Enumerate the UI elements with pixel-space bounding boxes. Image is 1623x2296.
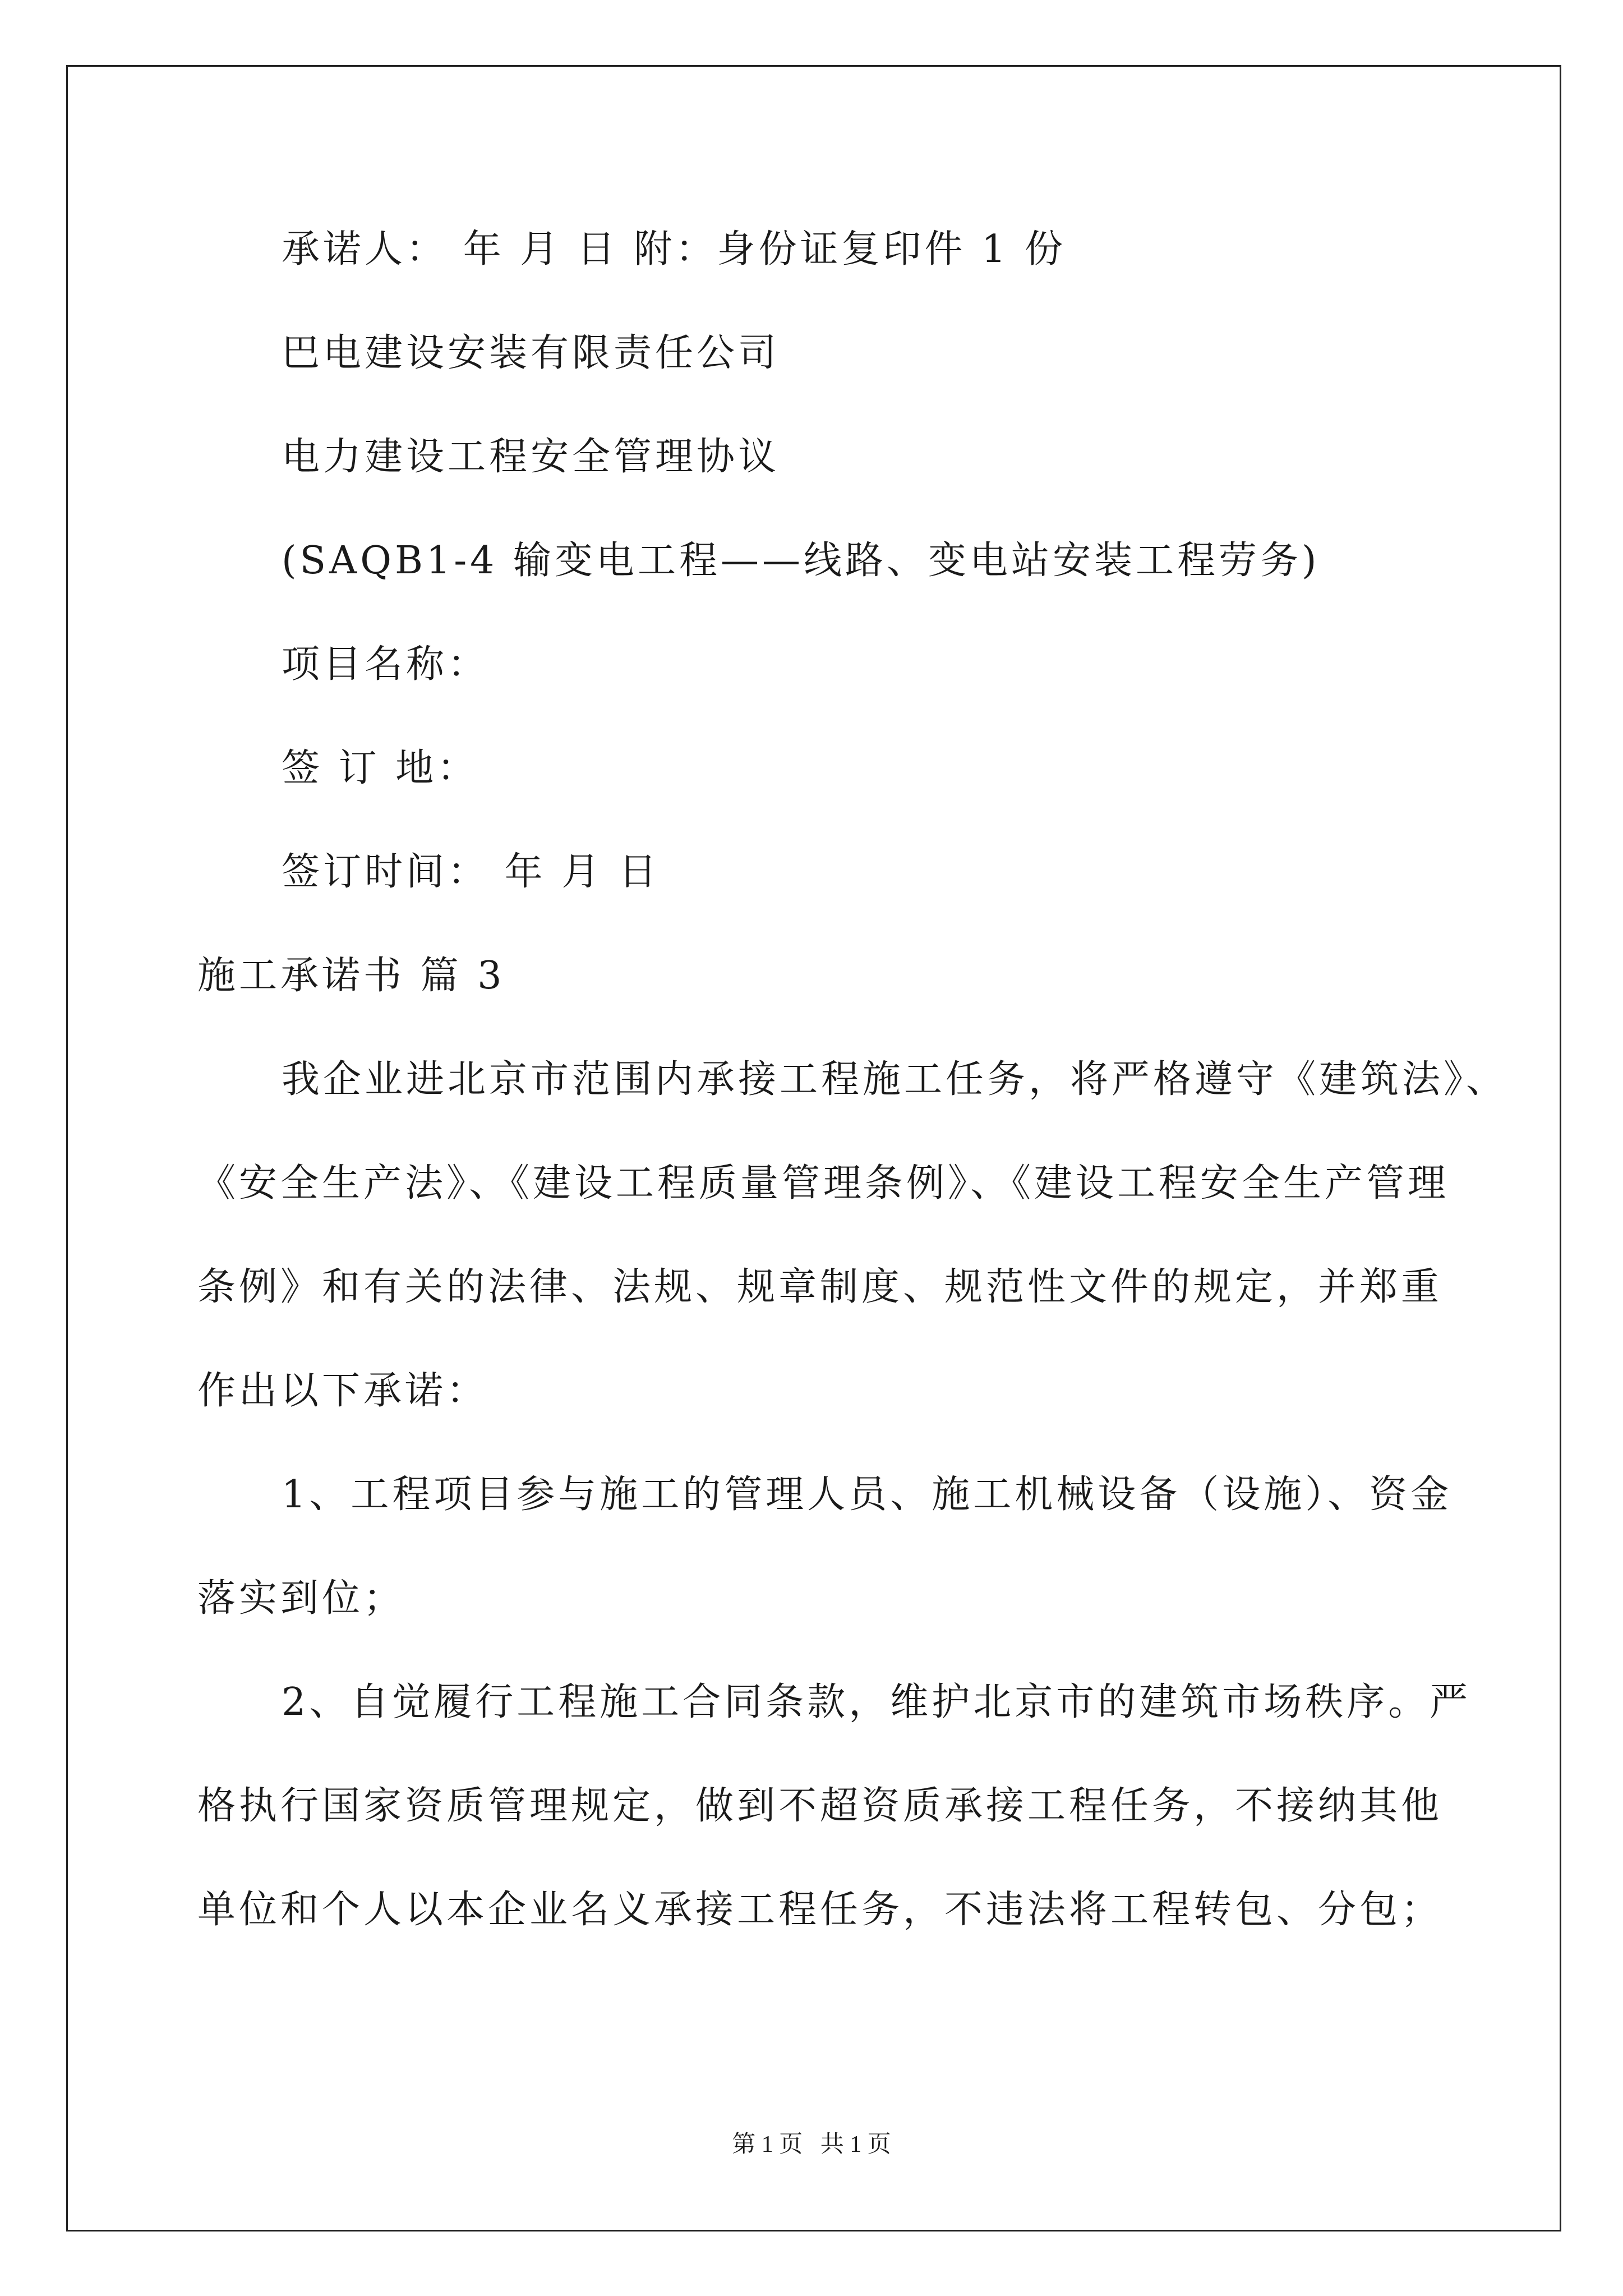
commitment-item-2-cont: 单位和个人以本企业名义承接工程任务，不违法将工程转包、分包； bbox=[197, 1888, 1443, 1932]
paragraph-line: 条例》和有关的法律、法规、规章制度、规范性文件的规定，并郑重 bbox=[197, 1265, 1443, 1309]
signing-date-field: 签订时间： 年 月 日 bbox=[282, 850, 660, 894]
commitment-item-2: 2、自觉履行工程施工合同条款，维护北京市的建筑市场秩序。严 bbox=[282, 1680, 1472, 1724]
project-name-field: 项目名称： bbox=[282, 642, 490, 687]
commitment-item-1: 1、工程项目参与施工的管理人员、施工机械设备（设施）、资金 bbox=[282, 1473, 1453, 1517]
commitment-item-1-cont: 落实到位； bbox=[197, 1576, 405, 1621]
agreement-subtitle: (SAQB1-4 输变电工程——线路、变电站安装工程劳务) bbox=[282, 539, 1320, 583]
commitment-item-2-cont: 格执行国家资质管理规定，做到不超资质承接工程任务，不接纳其他 bbox=[197, 1784, 1443, 1828]
signing-place-field: 签 订 地： bbox=[282, 746, 479, 790]
paragraph-line: 《安全生产法》、《建设工程质量管理条例》、《建设工程安全生产管理 bbox=[197, 1161, 1450, 1205]
promisor-signature-line: 承诺人： 年 月 日 附：身份证复印件 1 份 bbox=[282, 227, 1066, 272]
company-name: 巴电建设安装有限责任公司 bbox=[282, 331, 780, 375]
agreement-title: 电力建设工程安全管理协议 bbox=[282, 435, 780, 479]
section-heading: 施工承诺书 篇 3 bbox=[197, 954, 505, 998]
paragraph-line: 作出以下承诺： bbox=[197, 1369, 488, 1413]
paragraph-line: 我企业进北京市范围内承接工程施工任务，将严格遵守《建筑法》、 bbox=[282, 1057, 1508, 1102]
page-footer: 第 1 页 共 1 页 bbox=[732, 2132, 891, 2157]
